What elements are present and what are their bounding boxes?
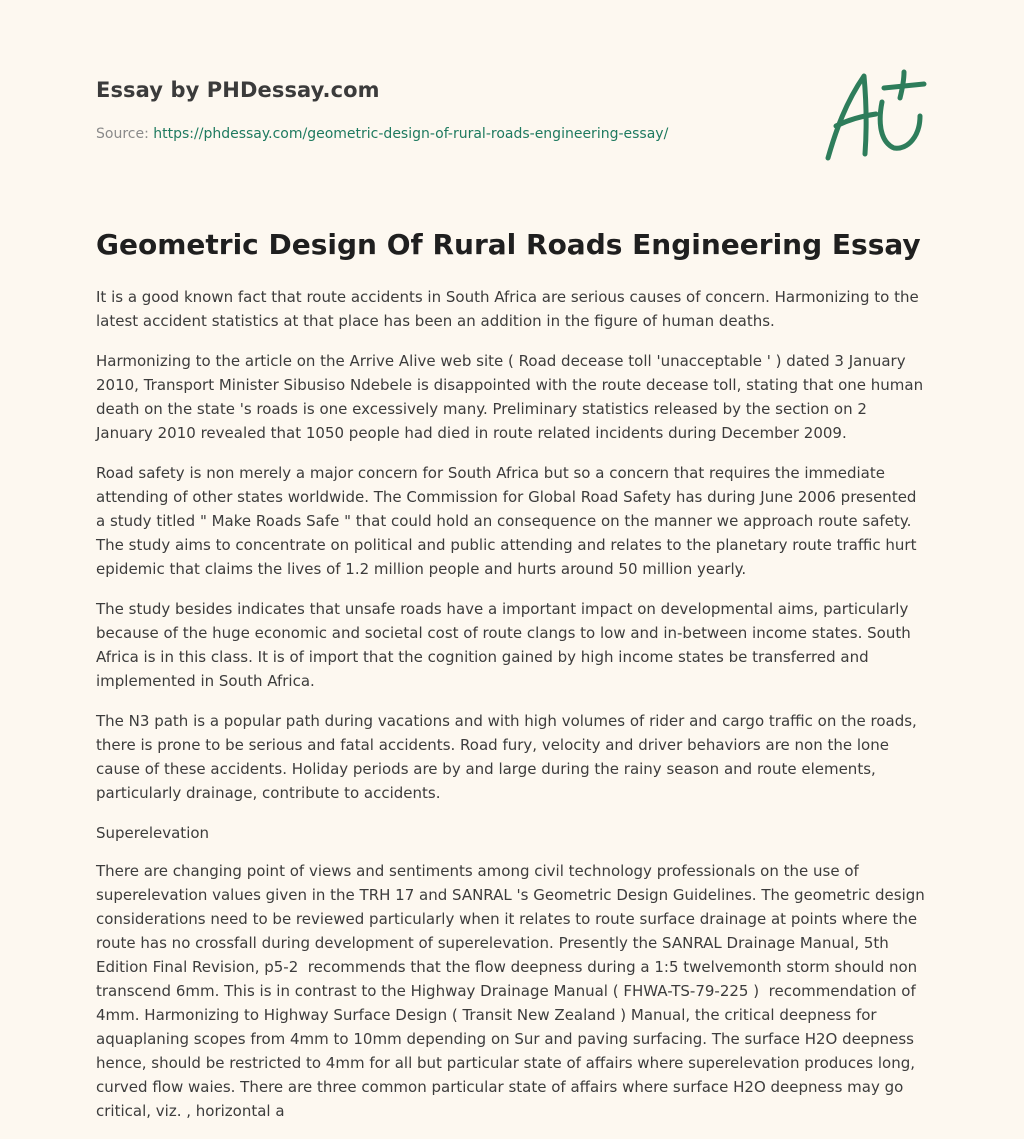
paragraph: Road safety is non merely a major concern for South Africa but so a concern that requires the immediate attending of other states worldwide. The Commission for Global Road Safety has during June 2006 presented a study titled " Make Roads Safe " that could hold an consequence on the manner we approach route safety. The study aims to concentrate on political and public attending and relates to the planetary route traffic hurt epidemic that claims the lives of 1.2 million people and hurts around 50 million yearly.	[96, 464, 917, 578]
essay-body	[96, 285, 928, 1139]
source-label: Source:	[96, 126, 154, 142]
source-link[interactable]: https://phdessay.com/geometric-design-of-rural-roads-engineering-essay/	[153, 126, 669, 142]
paragraph: There are changing point of views and sentiments among civil technology professionals on the use of superelevation values given in the TRH 17 and SANRAL 's Geometric Design Guidelines. The geometric design considerations need to be reviewed particularly when it relates to route surface drainage at points where the route has no crossfall during development of superelevation. Presently the SANRAL Drainage Manual, 5th Edition Final Revision, p5-2 recommends that the flow deepness during a 1:5 twelvemonth storm should non transcend 6mm. This is in contrast to the Highway Drainage Manual ( FHWA-TS-79-225 ) recommendation of 4mm. Harmonizing to Highway Surface Design ( Transit New Zealand ) Manual, the critical deepness for aquaplaning scopes from 4mm to 10mm depending on Sur and paving surfacing. The surface H2O deepness hence, should be restricted to 4mm for all but particular state of affairs where superelevation produces long, curved flow waies. There are three common particular state of affairs where surface H2O deepness may go critical, viz. , horizontal a	[96, 862, 925, 1120]
a-plus-logo-icon	[822, 68, 928, 164]
paragraph: It is a good known fact that route accidents in South Africa are serious causes of concern. Harmonizing to the latest accident statistics at that place has been an addition in the figure of human deaths.	[96, 288, 919, 330]
site-brand: Essay by PHDessay.com	[96, 78, 380, 102]
paragraph: Harmonizing to the article on the Arrive Alive web site ( Road decease toll 'unacceptable ' ) dated 3 January 2010, Transport Minister Sibusiso Ndebele is disappointed with the route decease toll, stating that one human death on the state 's roads is one excessively many. Preliminary statistics released by the section on 2 January 2010 revealed that 1050 people had died in route related incidents during December 2009.	[96, 352, 924, 442]
source-line	[96, 124, 668, 144]
essay-title: Geometric Design Of Rural Roads Engineering Essay	[96, 228, 921, 261]
paragraph: The study besides indicates that unsafe roads have a important impact on developmental aims, particularly because of the huge economic and societal cost of route clangs to low and in-between income states. South Africa is in this class. It is of import that the cognition gained by high income states be transferred and implemented in South Africa.	[96, 600, 911, 690]
essay-header	[96, 76, 796, 142]
paragraph: The N3 path is a popular path during vacations and with high volumes of rider and cargo traffic on the roads, there is prone to be serious and fatal accidents. Road fury, velocity and driver behaviors are non the lone cause of these accidents. Holiday periods are by and large during the rainy season and route elements, particularly drainage, contribute to accidents.	[96, 712, 917, 802]
section-heading: Superelevation	[96, 824, 210, 842]
